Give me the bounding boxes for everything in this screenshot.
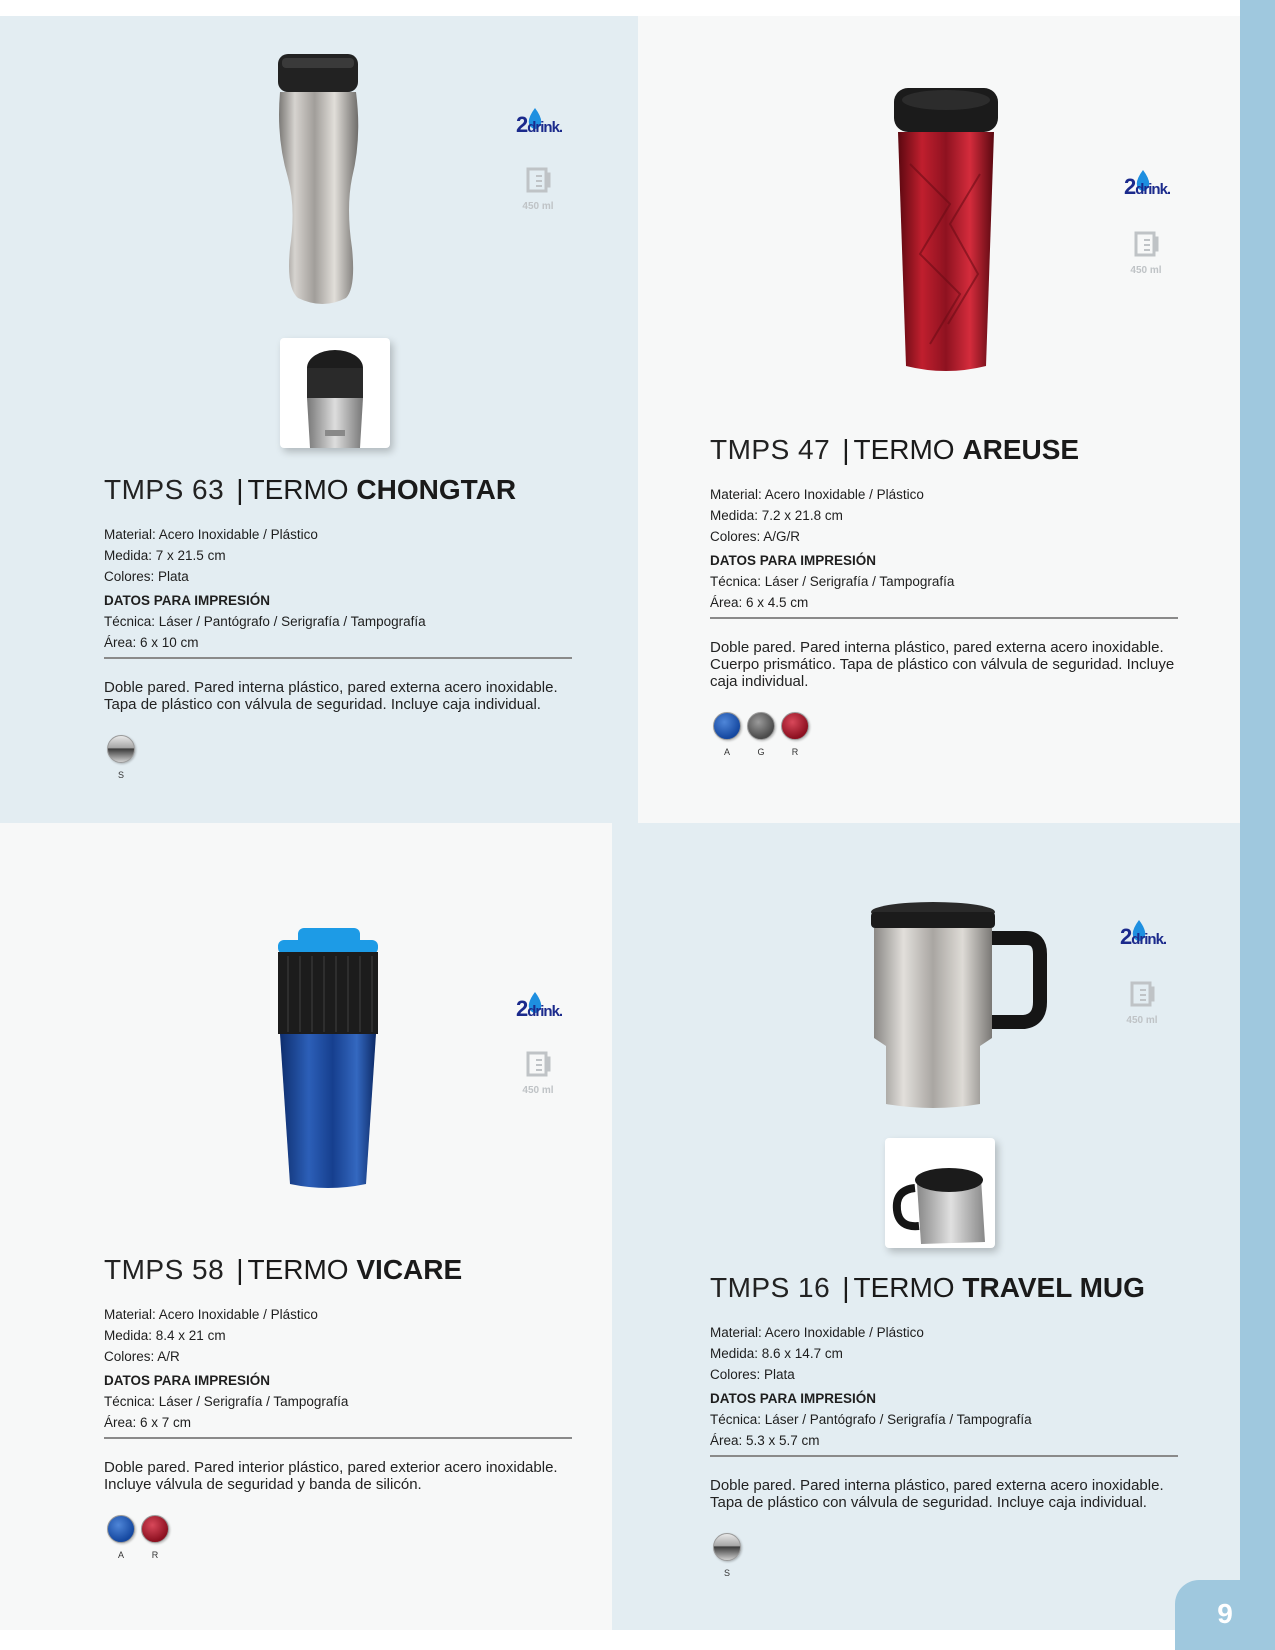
product-description: Doble pared. Pared interna plástico, pared externa acero inoxidable. Cuerpo prismático. Tapa de plástico con válvula de seguridad. Incluye caja individual. (710, 639, 1175, 690)
spec-area: Área: 6 x 10 cm (104, 635, 199, 650)
2drink-logo: 2drink. (512, 992, 582, 1026)
print-heading: DATOS PARA IMPRESIÓN (710, 1391, 877, 1406)
divider (104, 1437, 572, 1439)
areuse-info (710, 434, 1178, 757)
measuring-cup-icon (524, 166, 552, 194)
swatch-silver[interactable]: S (710, 1533, 744, 1578)
product-title: TMPS 47 | TERMO AREUSE (710, 434, 1080, 465)
product-description: Doble pared. Pared interna plástico, pared externa acero inoxidable. Tapa de plástico con válvula de seguridad. Incluye caja individual. (104, 679, 558, 713)
spec-size: Medida: 7 x 21.5 cm (104, 548, 226, 563)
measuring-cup-icon (1132, 230, 1160, 258)
chongtar-lid-thumbnail (280, 338, 390, 448)
2drink-logo: 2drink. (1120, 170, 1190, 204)
swatch-silver[interactable]: S (104, 735, 138, 780)
divider (710, 617, 1178, 619)
capacity-indicator: 450 ml (1112, 980, 1172, 1026)
print-heading: DATOS PARA IMPRESIÓN (104, 593, 271, 608)
spec-area: Área: 6 x 7 cm (104, 1415, 192, 1430)
2drink-logo: 2drink. (1116, 920, 1186, 954)
2drink-logo: 2drink. (512, 108, 582, 142)
product-title: TMPS 16 | TERMO TRAVEL MUG (710, 1272, 1145, 1303)
color-swatches (104, 1515, 572, 1560)
vicare-tumbler-photo (272, 922, 384, 1192)
spec-technique: Técnica: Láser / Serigrafía / Tampografía (710, 574, 955, 589)
divider (104, 657, 572, 659)
page-number-tab (1175, 1580, 1275, 1650)
divider (710, 1455, 1178, 1457)
spec-colors: Colores: Plata (710, 1367, 795, 1382)
product-description: Doble pared. Pared interior plástico, pared exterior acero inoxidable. Incluye válvula de seguridad y banda de silicón. (104, 1459, 558, 1493)
spec-colors: Colores: Plata (104, 569, 189, 584)
capacity-indicator: 450 ml (508, 1050, 568, 1096)
swatch-red[interactable]: R (778, 712, 812, 757)
product-title: TMPS 58 | TERMO VICARE (104, 1254, 463, 1285)
page-number: 9 (1217, 1598, 1233, 1629)
product-title: TMPS 63 | TERMO CHONGTAR (104, 474, 517, 505)
travel-mug-lid-thumbnail (885, 1138, 995, 1248)
swatch-red[interactable]: R (138, 1515, 172, 1560)
spec-area: Área: 5.3 x 5.7 cm (710, 1433, 820, 1448)
areuse-tumbler-photo (890, 84, 1002, 376)
color-swatches (104, 735, 572, 780)
spec-size: Medida: 7.2 x 21.8 cm (710, 508, 843, 523)
travel-mug-info (710, 1272, 1178, 1578)
spec-size: Medida: 8.4 x 21 cm (104, 1328, 226, 1343)
spec-colors: Colores: A/G/R (710, 529, 801, 544)
spec-material: Material: Acero Inoxidable / Plástico (104, 1307, 318, 1322)
side-accent-bar (1240, 0, 1275, 1650)
spec-material: Material: Acero Inoxidable / Plástico (104, 527, 318, 542)
spec-colors: Colores: A/R (104, 1349, 180, 1364)
measuring-cup-icon (1128, 980, 1156, 1008)
spec-material: Material: Acero Inoxidable / Plástico (710, 487, 924, 502)
spec-area: Área: 6 x 4.5 cm (710, 595, 809, 610)
swatch-blue[interactable]: A (710, 712, 744, 757)
capacity-indicator: 450 ml (508, 166, 568, 212)
color-swatches (710, 712, 1178, 757)
print-heading: DATOS PARA IMPRESIÓN (710, 553, 877, 568)
travel-mug-photo (868, 898, 1048, 1110)
print-heading: DATOS PARA IMPRESIÓN (104, 1373, 271, 1388)
spec-material: Material: Acero Inoxidable / Plástico (710, 1325, 924, 1340)
vicare-info (104, 1254, 572, 1560)
chongtar-tumbler-photo (268, 48, 378, 310)
measuring-cup-icon (524, 1050, 552, 1078)
swatch-gray[interactable]: G (744, 712, 778, 757)
chongtar-info (104, 474, 572, 780)
spec-technique: Técnica: Láser / Pantógrafo / Serigrafía / Tampografía (104, 614, 426, 629)
swatch-blue[interactable]: A (104, 1515, 138, 1560)
color-swatches (710, 1533, 1178, 1578)
product-description: Doble pared. Pared interna plástico, pared externa acero inoxidable. Tapa de plástico con válvula de seguridad. Incluye caja individual. (710, 1477, 1164, 1511)
spec-technique: Técnica: Láser / Serigrafía / Tampografía (104, 1394, 349, 1409)
capacity-indicator: 450 ml (1116, 230, 1176, 276)
spec-technique: Técnica: Láser / Pantógrafo / Serigrafía / Tampografía (710, 1412, 1032, 1427)
spec-size: Medida: 8.6 x 14.7 cm (710, 1346, 843, 1361)
